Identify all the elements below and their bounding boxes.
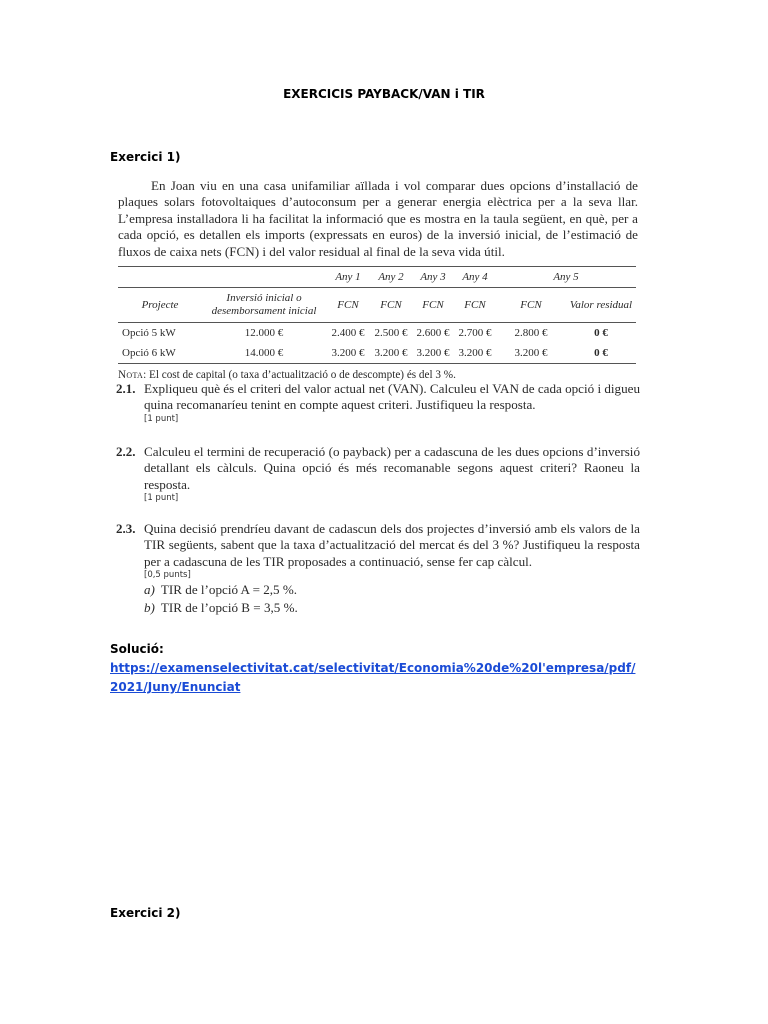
- exercise-1-heading: Exercici 1): [110, 150, 181, 164]
- exercise-intro-text: En Joan viu en una casa unifamiliar aïllada i vol comparar dues opcions d’installació de plaques solars fotovoltaiques d’autoconsum per a generar energia elèctrica per a la seva llar. L’empresa installadora li ha facilitat la informació que es mostra en la taula següent, en què, per a cada opció, es detallen els imports (expressats en euros) de la inversió inicial, de l’estimació de fluxos de caixa nets (FCN) i del valor residual al final de la seva vida útil.: [118, 178, 638, 259]
- question-2-2: [116, 444, 640, 504]
- fcn-cell: 3.200 €: [454, 343, 496, 364]
- question-text: Quina decisió prendríeu davant de cadascun dels dos projectes d’inversió amb els valors de la TIR següents, sabent que la taxa d’actualització del mercat és del 3 %? Justifiqueu la resposta per a cadascuna de les TIR proposades a continuació, sense fer cap càlcul.: [144, 521, 640, 569]
- residual-cell: 0 €: [566, 343, 636, 364]
- question-points: [0,5 punts]: [144, 570, 191, 581]
- exercise-2-heading: Exercici 2): [110, 906, 181, 920]
- fcn-cell: 3.200 €: [326, 343, 370, 364]
- project-name: Opció 6 kW: [118, 343, 202, 364]
- project-name: Opció 5 kW: [118, 323, 202, 344]
- column-header-project: Projecte: [141, 298, 179, 311]
- column-header-investment: Inversió inicial o desemborsament inicial: [211, 292, 317, 318]
- document-title: EXERCICIS PAYBACK/VAN i TIR: [283, 87, 485, 101]
- table-row: [118, 343, 636, 364]
- note-label: Nota: [118, 369, 144, 382]
- year-header: Any 1: [326, 267, 370, 288]
- solution-link-line-2: 2021/Juny/Enunciat: [110, 680, 241, 694]
- fcn-cell: 3.200 €: [370, 343, 412, 364]
- question-text: Calculeu el termini de recuperació (o payback) per a cadascuna de les dues opcions d’inversió detallant els càlculs. Quina opció és més recomanable segons aquest criteri? Raoneu la resposta.: [144, 444, 640, 492]
- option-letter: b): [144, 600, 155, 616]
- question-number: 2.1.: [116, 381, 136, 396]
- solution-label: Solució:: [110, 642, 164, 656]
- solution-block: [110, 640, 650, 697]
- fcn-cell: 2.600 €: [412, 323, 454, 344]
- table-year-row: [118, 267, 636, 288]
- question-option-a: [144, 581, 640, 599]
- year-header: Any 3: [412, 267, 454, 288]
- column-header-fcn: FCN: [422, 298, 444, 311]
- fcn-cell: 2.700 €: [454, 323, 496, 344]
- fcn-cell: 2.800 €: [496, 323, 566, 344]
- cash-flow-table: [118, 266, 636, 364]
- column-header-fcn: FCN: [380, 298, 402, 311]
- column-header-fcn: FCN: [337, 298, 359, 311]
- fcn-cell: 3.200 €: [496, 343, 566, 364]
- year-header: Any 5: [496, 267, 636, 288]
- question-text: Expliqueu què és el criteri del valor actual net (VAN). Calculeu el VAN de cada opció i digueu quina recomanaríeu tenint en compte aquest criteri. Justifiqueu la resposta.: [144, 381, 640, 413]
- question-points: [1 punt]: [144, 413, 179, 424]
- question-number: 2.2.: [116, 444, 136, 459]
- solution-link-line-1: https://examenselectivitat.cat/selectivitat/Economia%20de%20l'empresa/pdf/: [110, 661, 636, 675]
- exercise-1-statement: [118, 178, 638, 381]
- year-header: Any 4: [454, 267, 496, 288]
- option-text: TIR de l’opció B = 3,5 %.: [160, 600, 298, 616]
- table-row: [118, 323, 636, 344]
- table-header-row: [118, 288, 636, 323]
- column-header-fcn: FCN: [464, 298, 486, 311]
- table-note: [118, 369, 638, 381]
- question-2-1: [116, 381, 640, 425]
- investment-cell: 14.000 €: [202, 343, 326, 364]
- solution-link[interactable]: [110, 661, 635, 694]
- question-points: [1 punt]: [144, 493, 179, 504]
- investment-cell: 12.000 €: [202, 323, 326, 344]
- question-option-b: [144, 599, 640, 617]
- option-letter: a): [144, 582, 155, 598]
- fcn-cell: 2.400 €: [326, 323, 370, 344]
- column-header-fcn: FCN: [520, 298, 542, 311]
- option-text: TIR de l’opció A = 2,5 %.: [160, 582, 298, 598]
- column-header-residual: Valor residual: [569, 298, 633, 311]
- note-text: : El cost de capital (o taxa d’actualització o de descompte) és del 3 %.: [143, 369, 456, 382]
- fcn-cell: 2.500 €: [370, 323, 412, 344]
- year-header: Any 2: [370, 267, 412, 288]
- fcn-cell: 3.200 €: [412, 343, 454, 364]
- question-number: 2.3.: [116, 521, 136, 536]
- residual-cell: 0 €: [566, 323, 636, 344]
- question-2-3: [116, 521, 640, 617]
